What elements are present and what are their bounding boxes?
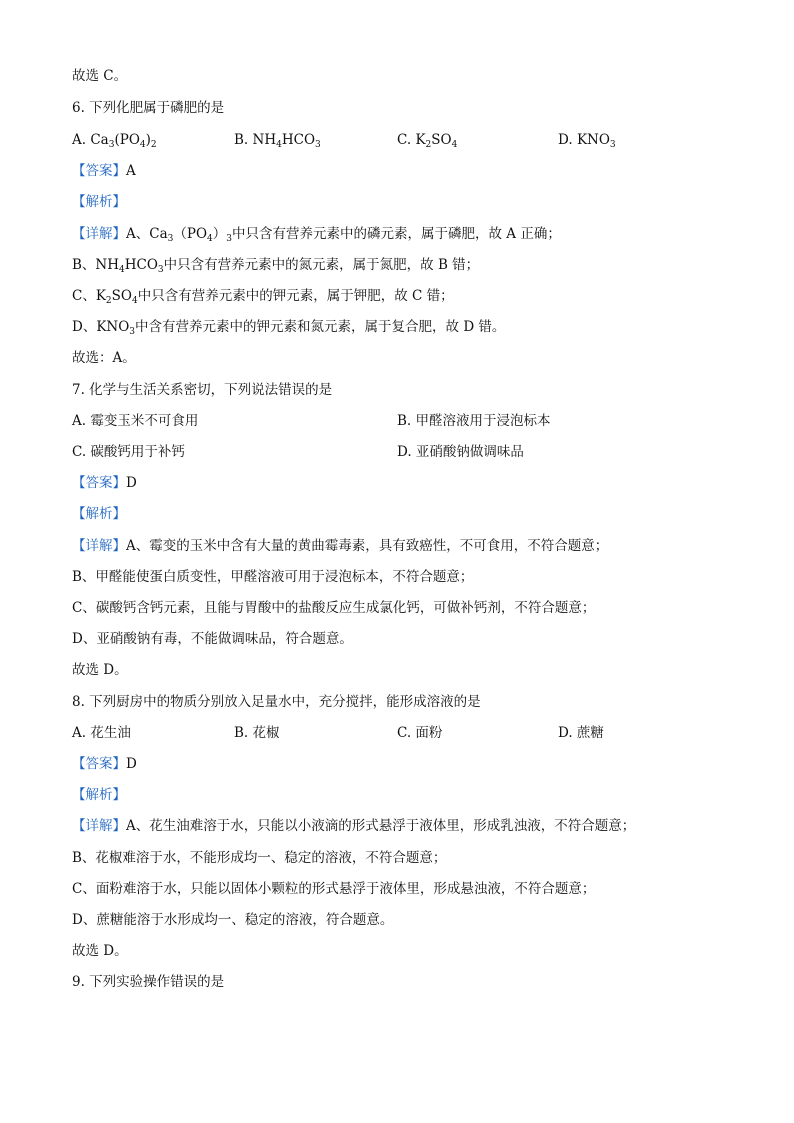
- q7-option-d: D. 亚硝酸钠做调味品: [397, 444, 524, 460]
- q6-conclusion: 故选：A。: [72, 350, 136, 366]
- q8-stem: 8. 下列厨房中的物质分别放入足量水中，充分搅拌，能形成溶液的是: [72, 694, 481, 710]
- q7-conclusion: 故选 D。: [72, 662, 128, 678]
- q6-detail-3: C、$K_2SO_4$中只含有营养元素中的钾元素，属于钾肥，故 C 错；: [72, 288, 454, 306]
- q8-detail-1: 【详解】A、花生油难溶于水，只能以小液滴的形式悬浮于液体里，形成乳浊液，不符合题意；: [72, 818, 636, 834]
- answer-tag: 【答案】: [72, 163, 126, 179]
- q6-detail-1: 【详解】A、$Ca_3(PO_4)_3$中只含有营养元素中的磷元素，属于磷肥，故 A 正确；: [72, 226, 561, 244]
- detail-tag: 【详解】: [72, 226, 126, 242]
- q6-option-d: D. $KNO_3$: [558, 132, 616, 150]
- answer-tag: 【答案】: [72, 475, 126, 491]
- answer-value: D: [126, 475, 137, 491]
- q8-option-c: C. 面粉: [397, 725, 443, 741]
- q6-option-b: B. $NH_4HCO_3$: [234, 132, 321, 150]
- q8-option-d: D. 蔗糖: [558, 725, 604, 741]
- q7-analysis: [72, 505, 126, 523]
- analysis-tag: 【解析】: [72, 194, 126, 210]
- previous-conclusion: 故选 C。: [72, 68, 128, 84]
- q6-answer: [72, 162, 136, 180]
- q6-option-a: A. $Ca_3(PO_4)_2$: [72, 132, 157, 150]
- q7-option-c: C. 碳酸钙用于补钙: [72, 444, 185, 460]
- q8-detail-4: D、蔗糖能溶于水形成均一、稳定的溶液，符合题意。: [72, 912, 394, 928]
- q7-option-b: B. 甲醛溶液用于浸泡标本: [397, 413, 551, 429]
- q7-stem: 7. 化学与生活关系密切，下列说法错误的是: [72, 382, 333, 398]
- q7-option-a: A. 霉变玉米不可食用: [72, 413, 199, 429]
- analysis-tag: 【解析】: [72, 506, 126, 522]
- q8-detail-2: B、花椒难溶于水，不能形成均一、稳定的溶液，不符合题意；: [72, 850, 447, 866]
- analysis-tag: 【解析】: [72, 787, 126, 803]
- q6-detail-2: B、$NH_4HCO_3$中只含有营养元素中的氮元素，属于氮肥，故 B 错；: [72, 257, 480, 275]
- q6-analysis: [72, 193, 126, 211]
- q7-detail-2: B、甲醛能使蛋白质变性，甲醛溶液可用于浸泡标本，不符合题意；: [72, 569, 474, 585]
- q8-conclusion: 故选 D。: [72, 943, 128, 959]
- q6-option-c: C. $K_2SO_4$: [397, 132, 458, 150]
- answer-tag: 【答案】: [72, 756, 126, 772]
- q8-option-a: A. 花生油: [72, 725, 131, 741]
- answer-value: D: [126, 756, 137, 772]
- detail-tag: 【详解】: [72, 538, 126, 554]
- q7-answer: [72, 474, 137, 492]
- q7-detail-4: D、亚硝酸钠有毒，不能做调味品，符合题意。: [72, 631, 353, 647]
- q6-detail-4: D、$KNO_3$中含有营养元素中的钾元素和氮元素，属于复合肥，故 D 错。: [72, 319, 506, 337]
- q9-stem: 9. 下列实验操作错误的是: [72, 974, 225, 990]
- q7-detail-3: C、碳酸钙含钙元素，且能与胃酸中的盐酸反应生成氯化钙，可做补钙剂，不符合题意；: [72, 600, 596, 616]
- q8-detail-3: C、面粉难溶于水，只能以固体小颗粒的形式悬浮于液体里，形成悬浊液，不符合题意；: [72, 881, 596, 897]
- answer-value: A: [126, 163, 136, 179]
- detail-tag: 【详解】: [72, 818, 126, 834]
- q8-answer: [72, 755, 137, 773]
- q8-analysis: [72, 786, 126, 804]
- q7-detail-1: 【详解】A、霉变的玉米中含有大量的黄曲霉毒素，具有致癌性，不可食用，不符合题意；: [72, 538, 609, 554]
- q8-option-b: B. 花椒: [234, 725, 280, 741]
- q6-stem: 6. 下列化肥属于磷肥的是: [72, 100, 225, 116]
